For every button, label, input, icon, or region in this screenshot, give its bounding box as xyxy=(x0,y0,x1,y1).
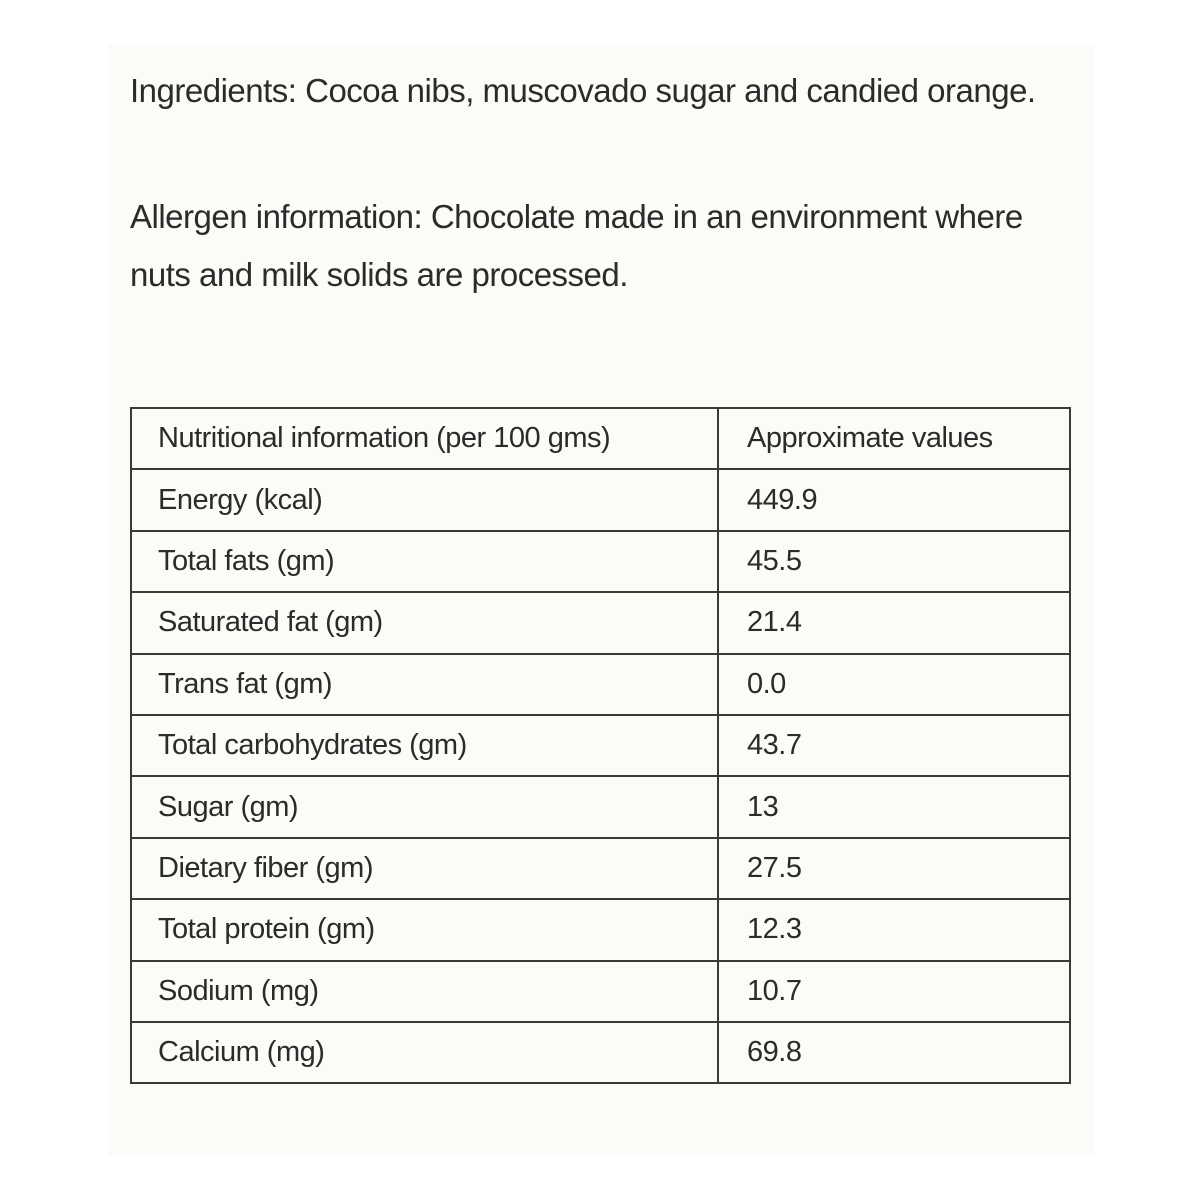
table-row xyxy=(131,776,1070,837)
table-row xyxy=(131,838,1070,899)
nutrient-label: Energy (kcal) xyxy=(131,469,718,530)
table-header-row xyxy=(131,408,1070,469)
nutrient-value: 0.0 xyxy=(718,654,1070,715)
nutrition-table xyxy=(130,407,1071,1084)
nutrient-label: Calcium (mg) xyxy=(131,1022,718,1083)
allergen-text: Allergen information: Chocolate made in an environment where nuts and milk solids are processed. xyxy=(130,198,1023,293)
nutrient-value: 13 xyxy=(718,776,1070,837)
nutrient-value: 12.3 xyxy=(718,899,1070,960)
nutrient-value: 449.9 xyxy=(718,469,1070,530)
nutrient-label: Sugar (gm) xyxy=(131,776,718,837)
nutrient-label: Sodium (mg) xyxy=(131,961,718,1022)
nutrient-value: 45.5 xyxy=(718,531,1070,592)
nutrient-label: Dietary fiber (gm) xyxy=(131,838,718,899)
nutrient-label: Total carbohydrates (gm) xyxy=(131,715,718,776)
nutrient-label: Total fats (gm) xyxy=(131,531,718,592)
table-row xyxy=(131,654,1070,715)
table-row xyxy=(131,961,1070,1022)
nutrient-value: 27.5 xyxy=(718,838,1070,899)
table-row xyxy=(131,899,1070,960)
ingredients-text: Ingredients: Cocoa nibs, muscovado sugar and candied orange. xyxy=(130,72,1036,109)
header-label: Nutritional information (per 100 gms) xyxy=(131,408,718,469)
nutrient-value: 21.4 xyxy=(718,592,1070,653)
nutrient-label: Total protein (gm) xyxy=(131,899,718,960)
nutrient-value: 69.8 xyxy=(718,1022,1070,1083)
table-row xyxy=(131,469,1070,530)
table-row xyxy=(131,1022,1070,1083)
nutrient-value: 43.7 xyxy=(718,715,1070,776)
nutrient-label: Trans fat (gm) xyxy=(131,654,718,715)
nutrient-label: Saturated fat (gm) xyxy=(131,592,718,653)
table-row xyxy=(131,531,1070,592)
table-row xyxy=(131,592,1070,653)
nutrient-value: 10.7 xyxy=(718,961,1070,1022)
header-value: Approximate values xyxy=(718,408,1070,469)
table-row xyxy=(131,715,1070,776)
